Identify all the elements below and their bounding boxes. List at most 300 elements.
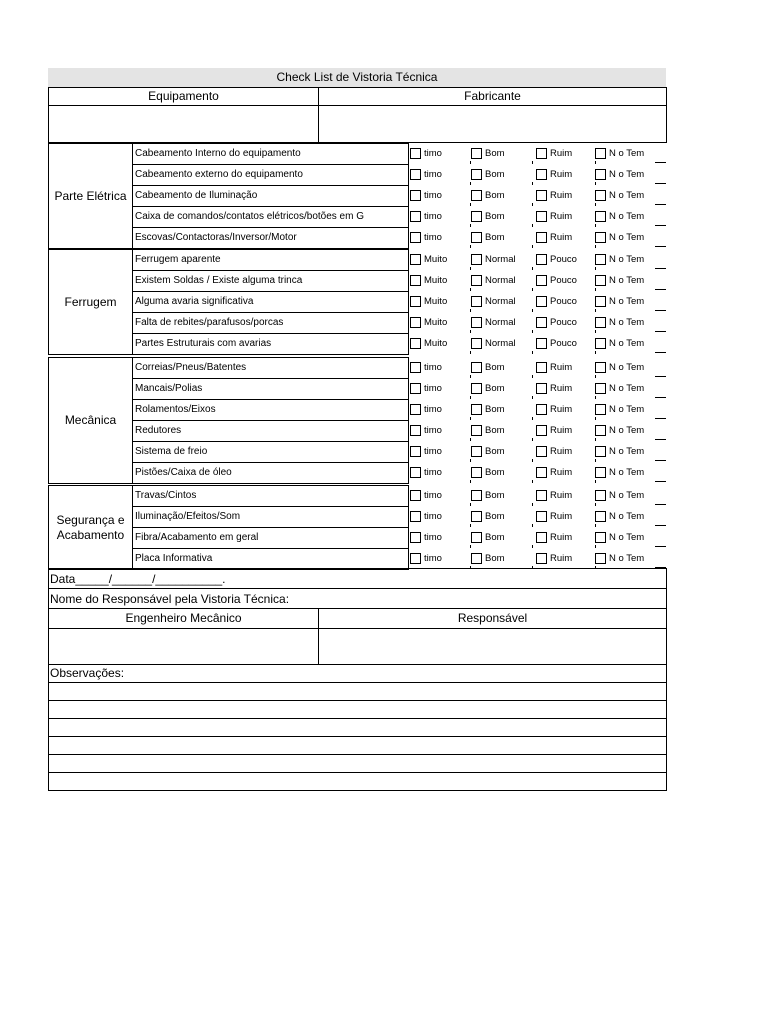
date-row[interactable] — [48, 568, 667, 589]
option-label: N o Tem — [609, 404, 645, 415]
item-label: Mancais/Polias — [135, 383, 203, 394]
column-tick — [532, 503, 533, 506]
option-label: timo — [424, 467, 442, 478]
option-underline — [655, 310, 666, 311]
option-underline — [655, 397, 666, 398]
option-label: N o Tem — [609, 338, 645, 349]
option-checkbox[interactable] — [471, 338, 482, 349]
column-tick — [532, 161, 533, 164]
option-label: Bom — [485, 362, 505, 373]
item-label: Correias/Pneus/Batentes — [135, 362, 247, 373]
column-tick — [532, 203, 533, 206]
option-checkbox[interactable] — [536, 232, 547, 243]
option-label: Ruim — [550, 362, 573, 373]
option-label: Ruim — [550, 532, 573, 543]
option-label: timo — [424, 446, 442, 457]
observacoes-line[interactable] — [48, 700, 667, 719]
option-label: timo — [424, 383, 442, 394]
column-tick — [595, 309, 596, 312]
column-tick — [470, 224, 471, 227]
option-checkbox[interactable] — [536, 275, 547, 286]
option-checkbox[interactable] — [471, 254, 482, 265]
equipamento-header: Equipamento — [148, 89, 219, 103]
item-label: Sistema de freio — [135, 446, 208, 457]
option-label: N o Tem — [609, 169, 645, 180]
item-row — [132, 333, 409, 355]
option-checkbox[interactable] — [471, 211, 482, 222]
option-checkbox[interactable] — [595, 148, 606, 159]
section-label: Mecânica — [64, 413, 117, 427]
column-tick — [595, 330, 596, 333]
option-label: N o Tem — [609, 490, 645, 501]
option-label: Ruim — [550, 467, 573, 478]
option-label: timo — [424, 404, 442, 415]
option-label: timo — [424, 362, 442, 373]
option-label: Muito — [424, 317, 448, 328]
option-checkbox[interactable] — [410, 383, 421, 394]
option-label: Normal — [485, 317, 516, 328]
item-label: Cabeamento de Iluminação — [135, 190, 258, 201]
observacoes-line[interactable] — [48, 772, 667, 791]
section-label-cell — [48, 249, 133, 355]
item-label: Travas/Cintos — [135, 490, 197, 501]
option-checkbox[interactable] — [471, 404, 482, 415]
option-underline — [655, 352, 666, 353]
option-label: Ruim — [550, 511, 573, 522]
option-checkbox[interactable] — [410, 467, 421, 478]
column-tick — [532, 375, 533, 378]
option-underline — [655, 246, 666, 247]
option-checkbox[interactable] — [595, 190, 606, 201]
section-label-cell — [48, 357, 133, 484]
section-label: Segurança e Acabamento — [56, 512, 125, 542]
item-label: Cabeamento Interno do equipamento — [135, 148, 301, 159]
column-tick — [595, 288, 596, 291]
option-checkbox[interactable] — [410, 446, 421, 457]
option-label: Ruim — [550, 232, 573, 243]
column-tick — [470, 267, 471, 270]
option-label: N o Tem — [609, 362, 645, 373]
equipamento-header-cell — [48, 87, 319, 106]
option-label: N o Tem — [609, 190, 645, 201]
option-checkbox[interactable] — [595, 275, 606, 286]
fabricante-field[interactable] — [318, 105, 667, 143]
column-tick — [532, 351, 533, 354]
option-underline — [655, 418, 666, 419]
option-checkbox[interactable] — [536, 190, 547, 201]
option-checkbox[interactable] — [410, 190, 421, 201]
option-checkbox[interactable] — [410, 169, 421, 180]
option-label: Bom — [485, 404, 505, 415]
observacoes-line[interactable] — [48, 682, 667, 701]
item-row — [132, 462, 409, 484]
option-checkbox[interactable] — [595, 232, 606, 243]
option-label: Normal — [485, 275, 516, 286]
option-label: Bom — [485, 532, 505, 543]
item-label: Partes Estruturais com avarias — [135, 338, 272, 349]
responsavel-signature-field[interactable] — [318, 628, 667, 665]
item-label: Pistões/Caixa de óleo — [135, 467, 232, 478]
column-tick — [470, 375, 471, 378]
column-tick — [595, 396, 596, 399]
option-label: Ruim — [550, 425, 573, 436]
option-label: timo — [424, 211, 442, 222]
item-row — [132, 143, 409, 165]
item-row — [132, 227, 409, 249]
option-underline — [655, 183, 666, 184]
observacoes-line[interactable] — [48, 754, 667, 773]
responsavel-header: Responsável — [457, 611, 528, 625]
option-checkbox[interactable] — [410, 317, 421, 328]
option-checkbox[interactable] — [471, 317, 482, 328]
column-tick — [470, 480, 471, 483]
item-row — [132, 185, 409, 207]
option-checkbox[interactable] — [595, 425, 606, 436]
option-label: N o Tem — [609, 296, 645, 307]
option-checkbox[interactable] — [471, 511, 482, 522]
section-label-cell — [48, 485, 133, 570]
column-tick — [595, 480, 596, 483]
option-checkbox[interactable] — [410, 254, 421, 265]
option-label: timo — [424, 148, 442, 159]
option-checkbox[interactable] — [536, 296, 547, 307]
column-tick — [532, 417, 533, 420]
option-checkbox[interactable] — [536, 254, 547, 265]
item-row — [132, 164, 409, 186]
column-tick — [470, 203, 471, 206]
column-tick — [532, 438, 533, 441]
option-label: Bom — [485, 148, 505, 159]
column-tick — [595, 417, 596, 420]
column-tick — [595, 182, 596, 185]
column-tick — [595, 161, 596, 164]
option-label: Pouco — [550, 296, 577, 307]
item-row — [132, 270, 409, 292]
option-checkbox[interactable] — [471, 148, 482, 159]
option-label: timo — [424, 532, 442, 543]
option-checkbox[interactable] — [410, 338, 421, 349]
option-label: timo — [424, 490, 442, 501]
column-tick — [470, 245, 471, 248]
option-checkbox[interactable] — [471, 169, 482, 180]
option-checkbox[interactable] — [536, 532, 547, 543]
item-label: Iluminação/Efeitos/Som — [135, 511, 241, 522]
option-checkbox[interactable] — [410, 532, 421, 543]
option-checkbox[interactable] — [536, 383, 547, 394]
option-checkbox[interactable] — [595, 490, 606, 501]
option-label: timo — [424, 190, 442, 201]
option-label: Pouco — [550, 338, 577, 349]
option-underline — [655, 268, 666, 269]
item-label: Rolamentos/Eixos — [135, 404, 216, 415]
option-label: timo — [424, 511, 442, 522]
option-label: N o Tem — [609, 211, 645, 222]
column-tick — [595, 438, 596, 441]
responsavel-name-row[interactable] — [48, 588, 667, 609]
option-label: Muito — [424, 338, 448, 349]
option-checkbox[interactable] — [595, 211, 606, 222]
option-label: Ruim — [550, 383, 573, 394]
column-tick — [532, 182, 533, 185]
option-checkbox[interactable] — [410, 148, 421, 159]
option-label: N o Tem — [609, 425, 645, 436]
option-checkbox[interactable] — [410, 404, 421, 415]
option-underline — [655, 460, 666, 461]
option-label: N o Tem — [609, 275, 645, 286]
column-tick — [595, 524, 596, 527]
option-checkbox[interactable] — [410, 490, 421, 501]
item-label: Placa Informativa — [135, 553, 213, 564]
item-label: Cabeamento externo do equipamento — [135, 169, 303, 180]
column-tick — [532, 224, 533, 227]
option-label: Normal — [485, 254, 516, 265]
item-row — [132, 485, 409, 507]
option-checkbox[interactable] — [536, 211, 547, 222]
option-label: Bom — [485, 490, 505, 501]
option-checkbox[interactable] — [595, 254, 606, 265]
option-label: Bom — [485, 425, 505, 436]
option-label: Bom — [485, 383, 505, 394]
option-label: Ruim — [550, 446, 573, 457]
option-checkbox[interactable] — [595, 446, 606, 457]
option-label: Bom — [485, 467, 505, 478]
option-label: timo — [424, 232, 442, 243]
option-label: Bom — [485, 511, 505, 522]
option-checkbox[interactable] — [471, 425, 482, 436]
item-row — [132, 527, 409, 549]
option-label: Muito — [424, 254, 448, 265]
option-label: Ruim — [550, 148, 573, 159]
column-tick — [532, 267, 533, 270]
option-checkbox[interactable] — [410, 232, 421, 243]
option-checkbox[interactable] — [471, 532, 482, 543]
section-label: Ferrugem — [64, 294, 117, 309]
option-checkbox[interactable] — [471, 362, 482, 373]
option-label: N o Tem — [609, 232, 645, 243]
option-checkbox[interactable] — [595, 169, 606, 180]
option-checkbox[interactable] — [595, 296, 606, 307]
section-label-cell — [48, 143, 133, 249]
fabricante-header: Fabricante — [464, 89, 521, 103]
option-checkbox[interactable] — [410, 362, 421, 373]
column-tick — [470, 161, 471, 164]
item-row — [132, 506, 409, 528]
item-label: Fibra/Acabamento em geral — [135, 532, 259, 543]
option-checkbox[interactable] — [536, 425, 547, 436]
option-label: N o Tem — [609, 317, 645, 328]
date-line: Data_____/______/__________. — [50, 572, 226, 586]
option-label: N o Tem — [609, 383, 645, 394]
column-tick — [595, 459, 596, 462]
option-checkbox[interactable] — [595, 383, 606, 394]
option-underline — [655, 162, 666, 163]
option-label: N o Tem — [609, 553, 645, 564]
option-label: Ruim — [550, 553, 573, 564]
column-tick — [532, 545, 533, 548]
option-label: Normal — [485, 338, 516, 349]
option-checkbox[interactable] — [595, 404, 606, 415]
item-row — [132, 291, 409, 313]
option-checkbox[interactable] — [471, 190, 482, 201]
option-checkbox[interactable] — [536, 338, 547, 349]
section-label: Parte Elétrica — [54, 188, 127, 203]
option-underline — [655, 546, 666, 547]
option-underline — [655, 376, 666, 377]
option-underline — [655, 439, 666, 440]
column-tick — [595, 545, 596, 548]
option-underline — [655, 481, 666, 482]
option-checkbox[interactable] — [595, 338, 606, 349]
option-underline — [655, 504, 666, 505]
option-checkbox[interactable] — [410, 425, 421, 436]
column-tick — [470, 182, 471, 185]
option-label: Bom — [485, 446, 505, 457]
option-label: N o Tem — [609, 511, 645, 522]
option-label: N o Tem — [609, 254, 645, 265]
column-tick — [470, 396, 471, 399]
responsavel-header-cell — [318, 608, 667, 629]
engenheiro-header-cell — [48, 608, 319, 629]
item-row — [132, 206, 409, 228]
option-underline — [655, 225, 666, 226]
option-label: Ruim — [550, 490, 573, 501]
option-label: Bom — [485, 211, 505, 222]
option-checkbox[interactable] — [410, 296, 421, 307]
option-checkbox[interactable] — [471, 296, 482, 307]
observacoes-header-row — [48, 664, 667, 683]
observacoes-label: Observações: — [50, 666, 125, 680]
column-tick — [532, 396, 533, 399]
column-tick — [470, 503, 471, 506]
column-tick — [470, 330, 471, 333]
option-label: Bom — [485, 190, 505, 201]
option-label: N o Tem — [609, 148, 645, 159]
option-checkbox[interactable] — [471, 383, 482, 394]
option-label: Bom — [485, 232, 505, 243]
option-checkbox[interactable] — [595, 467, 606, 478]
option-checkbox[interactable] — [410, 511, 421, 522]
column-tick — [470, 288, 471, 291]
option-checkbox[interactable] — [471, 553, 482, 564]
option-checkbox[interactable] — [595, 553, 606, 564]
responsavel-name-label: Nome do Responsável pela Vistoria Técnica: — [50, 592, 290, 606]
option-checkbox[interactable] — [536, 362, 547, 373]
column-tick — [532, 524, 533, 527]
column-tick — [532, 288, 533, 291]
item-label: Alguma avaria significativa — [135, 296, 254, 307]
engenheiro-signature-field[interactable] — [48, 628, 319, 665]
option-checkbox[interactable] — [536, 148, 547, 159]
column-tick — [595, 267, 596, 270]
observacoes-line[interactable] — [48, 718, 667, 737]
option-underline — [655, 525, 666, 526]
option-checkbox[interactable] — [410, 553, 421, 564]
column-tick — [595, 203, 596, 206]
column-tick — [595, 245, 596, 248]
column-tick — [595, 375, 596, 378]
item-row — [132, 399, 409, 421]
item-label: Redutores — [135, 425, 182, 436]
option-checkbox[interactable] — [536, 317, 547, 328]
option-checkbox[interactable] — [471, 446, 482, 457]
option-checkbox[interactable] — [410, 211, 421, 222]
option-checkbox[interactable] — [536, 446, 547, 457]
engenheiro-header: Engenheiro Mecânico — [125, 611, 242, 625]
column-tick — [470, 438, 471, 441]
option-label: Ruim — [550, 169, 573, 180]
option-checkbox[interactable] — [471, 490, 482, 501]
option-label: Bom — [485, 553, 505, 564]
option-checkbox[interactable] — [595, 532, 606, 543]
option-checkbox[interactable] — [595, 317, 606, 328]
option-underline — [655, 204, 666, 205]
fabricante-header-cell — [318, 87, 667, 106]
column-tick — [595, 224, 596, 227]
column-tick — [532, 309, 533, 312]
column-tick — [470, 351, 471, 354]
column-tick — [595, 503, 596, 506]
observacoes-line[interactable] — [48, 736, 667, 755]
option-label: timo — [424, 425, 442, 436]
option-label: Pouco — [550, 317, 577, 328]
option-label: Pouco — [550, 275, 577, 286]
item-row — [132, 378, 409, 400]
option-label: Bom — [485, 169, 505, 180]
item-label: Caixa de comandos/contatos elétricos/botões em G — [135, 211, 365, 222]
item-label: Falta de rebites/parafusos/porcas — [135, 317, 284, 328]
option-checkbox[interactable] — [595, 511, 606, 522]
option-checkbox[interactable] — [471, 275, 482, 286]
column-tick — [595, 351, 596, 354]
option-checkbox[interactable] — [536, 511, 547, 522]
item-row — [132, 357, 409, 379]
item-label: Escovas/Contactoras/Inversor/Motor — [135, 232, 297, 243]
option-checkbox[interactable] — [536, 404, 547, 415]
option-checkbox[interactable] — [536, 169, 547, 180]
column-tick — [470, 459, 471, 462]
option-checkbox[interactable] — [595, 362, 606, 373]
option-checkbox[interactable] — [536, 553, 547, 564]
column-tick — [470, 417, 471, 420]
option-checkbox[interactable] — [471, 467, 482, 478]
option-label: N o Tem — [609, 446, 645, 457]
equipamento-field[interactable] — [48, 105, 319, 143]
option-checkbox[interactable] — [471, 232, 482, 243]
option-label: Ruim — [550, 211, 573, 222]
column-tick — [470, 309, 471, 312]
column-tick — [532, 459, 533, 462]
form-title: Check List de Vistoria Técnica — [48, 68, 666, 87]
item-row — [132, 548, 409, 570]
option-underline — [655, 331, 666, 332]
item-row — [132, 249, 409, 271]
column-tick — [470, 524, 471, 527]
column-tick — [532, 480, 533, 483]
option-label: Ruim — [550, 404, 573, 415]
option-label: N o Tem — [609, 532, 645, 543]
option-label: Muito — [424, 296, 448, 307]
option-label: Muito — [424, 275, 448, 286]
column-tick — [532, 245, 533, 248]
item-row — [132, 441, 409, 463]
option-label: Pouco — [550, 254, 577, 265]
option-checkbox[interactable] — [536, 467, 547, 478]
option-label: Normal — [485, 296, 516, 307]
option-checkbox[interactable] — [410, 275, 421, 286]
option-label: Ruim — [550, 190, 573, 201]
option-checkbox[interactable] — [536, 490, 547, 501]
item-row — [132, 420, 409, 442]
